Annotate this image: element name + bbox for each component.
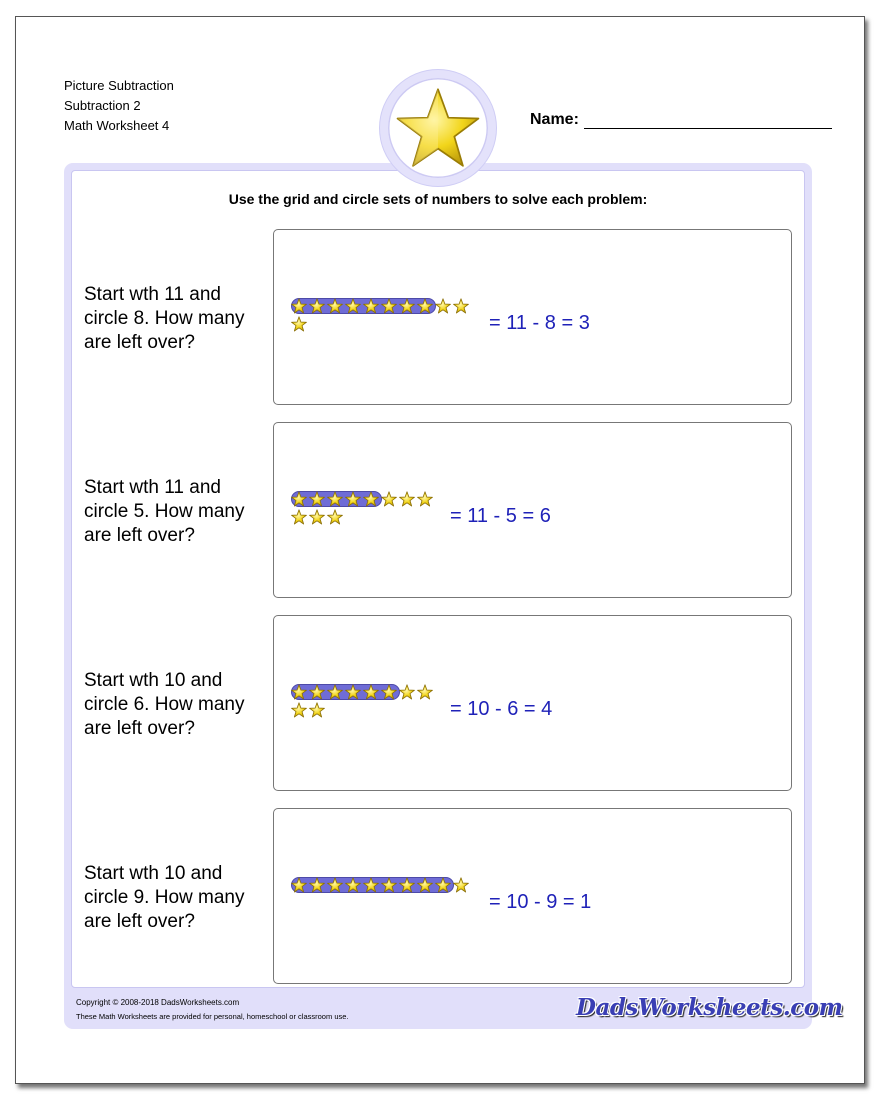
circled-star-icon [345, 298, 361, 314]
star-icon [417, 491, 433, 507]
star-icon [417, 684, 433, 700]
circled-star-icon [381, 298, 397, 314]
star-icon [453, 298, 469, 314]
circled-star-icon [363, 684, 379, 700]
problem-2-prompt: Start wth 11 and circle 5. How many are left over? [84, 477, 245, 546]
circled-star-icon [345, 877, 361, 893]
circled-star-icon [435, 877, 451, 893]
circled-star-icon [363, 298, 379, 314]
name-field[interactable] [530, 110, 832, 132]
circled-star-icon [309, 298, 325, 314]
circled-star-icon [417, 298, 433, 314]
star-icon [327, 509, 343, 525]
medal-badge [380, 70, 496, 186]
circled-star-icon [291, 298, 307, 314]
problem-2-answer-box [273, 422, 792, 598]
circled-star-icon [309, 877, 325, 893]
circled-star-icon [381, 877, 397, 893]
copyright-text: Copyright © 2008-2018 DadsWorksheets.com [76, 998, 240, 1007]
circled-star-icon [363, 491, 379, 507]
circled-star-icon [327, 491, 343, 507]
worksheet-number: Math Worksheet 4 [64, 118, 170, 133]
dadsworksheets-logo: DadsWorksheets.com [576, 994, 843, 1021]
star-icon [291, 509, 307, 525]
problem-1-prompt: Start wth 11 and circle 8. How many are left over? [84, 284, 245, 353]
star-icon [381, 491, 397, 507]
circled-star-icon [363, 877, 379, 893]
circled-star-icon [417, 877, 433, 893]
circled-star-icon [327, 877, 343, 893]
problem-3-prompt: Start wth 10 and circle 6. How many are left over? [84, 670, 245, 739]
star-icon [291, 316, 307, 332]
star-icon [395, 86, 481, 170]
circled-star-icon [345, 684, 361, 700]
problem-4-answer: = 10 - 9 = 1 [489, 891, 592, 913]
circled-star-icon [327, 298, 343, 314]
problem-4-answer-box [273, 808, 792, 984]
circled-star-icon [291, 684, 307, 700]
worksheet-title: Picture Subtraction [64, 78, 174, 93]
circled-star-icon [291, 877, 307, 893]
star-icon [309, 702, 325, 718]
circled-star-icon [327, 684, 343, 700]
problem-2-answer: = 11 - 5 = 6 [450, 505, 551, 527]
name-label: Name: [530, 111, 579, 128]
star-icon [309, 509, 325, 525]
star-icon [399, 491, 415, 507]
star-icon [435, 298, 451, 314]
problem-4-prompt: Start wth 10 and circle 9. How many are left over? [84, 863, 245, 932]
problem-1-answer-box [273, 229, 792, 405]
usage-text: These Math Worksheets are provided for personal, homeschool or classroom use. [76, 1012, 349, 1021]
circled-star-icon [309, 491, 325, 507]
worksheet-subtitle: Subtraction 2 [64, 98, 141, 113]
circled-star-icon [381, 684, 397, 700]
star-icon [453, 877, 469, 893]
star-icon [399, 684, 415, 700]
instructions: Use the grid and circle sets of numbers to solve each problem: [228, 191, 648, 207]
circled-star-icon [399, 877, 415, 893]
circled-star-icon [345, 491, 361, 507]
problem-3-answer-box [273, 615, 792, 791]
problem-1-answer: = 11 - 8 = 3 [489, 312, 590, 334]
circled-star-icon [291, 491, 307, 507]
circled-star-icon [309, 684, 325, 700]
star-icon [291, 702, 307, 718]
name-underline [584, 128, 832, 129]
problem-3-answer: = 10 - 6 = 4 [450, 698, 553, 720]
circled-star-icon [399, 298, 415, 314]
